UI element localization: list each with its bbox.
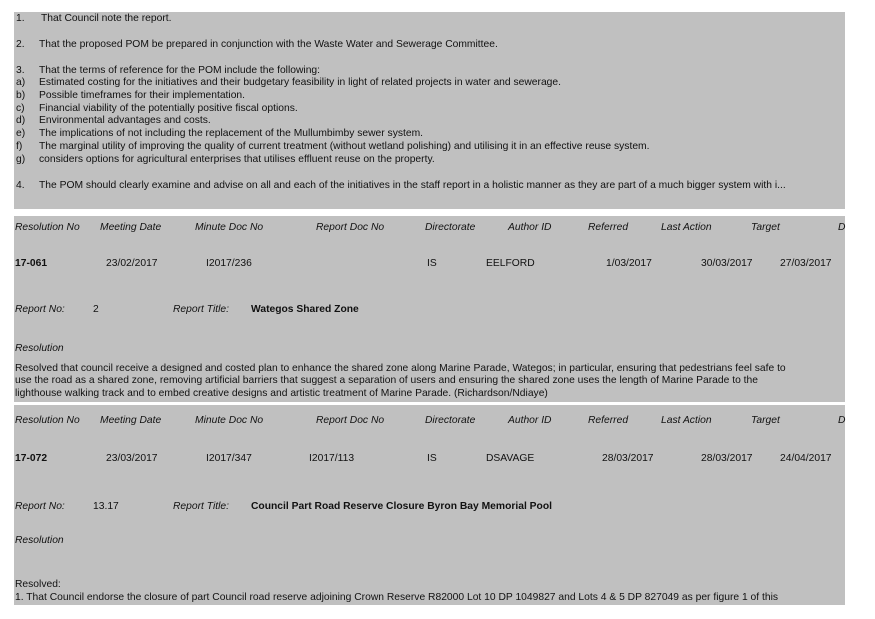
motion-text: The implications of not including the replacement of the Mullumbimby sewer system. [39,128,424,139]
col-d: D [838,222,846,233]
col-minute-doc-no: Minute Doc No [195,222,264,233]
report-no-label: Report No: [15,304,65,315]
target: 24/04/2017 [780,453,832,464]
resolution-line: Resolved that council receive a designed and costed plan to enhance the shared zone along Marine Parade, Wategos; in particular, ensuring that pedestrians feel safe to [15,363,786,374]
motion-text: Financial viability of the potentially positive fiscal options. [39,103,298,114]
col-report-doc-no: Report Doc No [316,415,385,426]
motion-num: 2. [16,39,25,50]
resolution-label: Resolution [15,343,64,354]
resolution-line: Resolved: [15,579,61,590]
resolution-line: 1. That Council endorse the closure of part Council road reserve adjoining Crown Reserve R82000 Lot 10 DP 1049827 and Lots 4 & 5 DP 827049 as per figure 1 of this [15,592,779,603]
report-title-label: Report Title: [173,304,229,315]
motion-num: a) [16,77,26,88]
resolution-line: lighthouse walking track and to embed creative designs and artistic treatment of Marine Parade. (Richardson/Ndiaye) [15,388,548,399]
target: 27/03/2017 [780,258,832,269]
resolution-no: 17-072 [15,453,48,464]
col-meeting-date: Meeting Date [100,415,162,426]
motion-text: considers options for agricultural enterprises that utilises effluent reuse on the property. [39,154,435,165]
meeting-date: 23/03/2017 [106,453,158,464]
resolution-label: Resolution [15,535,64,546]
col-referred: Referred [588,415,629,426]
motion-num: 1. [16,13,25,24]
motion-text: That the terms of reference for the POM include the following: [39,65,321,76]
col-resolution-no: Resolution No [15,222,80,233]
motion-text: The marginal utility of improving the quality of current treatment (without wetland polishing) and utilising it in an effective reuse system. [39,141,650,152]
author-id: DSAVAGE [486,453,535,464]
col-resolution-no: Resolution No [15,415,80,426]
col-meeting-date: Meeting Date [100,222,162,233]
motion-num: c) [16,103,25,114]
resolution-no: 17-061 [15,258,48,269]
motion-text: Possible timeframes for their implementation. [39,90,246,101]
motion-text: The POM should clearly examine and advise on all and each of the initiatives in the staff report in a holistic manner as they are part of a much bigger system with i... [39,180,786,191]
meeting-date: 23/02/2017 [106,258,158,269]
report-title: Wategos Shared Zone [251,304,359,315]
report-title: Council Part Road Reserve Closure Byron Bay Memorial Pool [251,501,552,512]
motion-text: Estimated costing for the initiatives and their budgetary feasibility in light of related projects in water and sewerage. [39,77,561,88]
report-title-label: Report Title: [173,501,229,512]
col-author-id: Author ID [508,415,552,426]
report-no: 2 [93,304,99,315]
motion-num: e) [16,128,26,139]
col-directorate: Directorate [425,222,476,233]
col-d: D [838,415,846,426]
col-last-action: Last Action [661,415,712,426]
motion-text: That the proposed POM be prepared in conjunction with the Waste Water and Sewerage Committee. [39,39,498,50]
report-no: 13.17 [93,501,119,512]
col-report-doc-no: Report Doc No [316,222,385,233]
motion-num: g) [16,154,26,165]
last-action: 30/03/2017 [701,258,753,269]
last-action: 28/03/2017 [701,453,753,464]
report-doc-no: I2017/113 [309,453,355,464]
col-target: Target [751,415,780,426]
motion-num: 4. [16,180,25,191]
directorate: IS [427,453,437,464]
motion-num: f) [16,141,23,152]
referred: 1/03/2017 [606,258,652,269]
motion-num: d) [16,115,26,126]
minute-doc-no: I2017/347 [206,453,252,464]
col-minute-doc-no: Minute Doc No [195,415,264,426]
minute-doc-no: I2017/236 [206,258,252,269]
resolution-line: use the road as a shared zone, removing artificial barriers that suggest a separation of users and ensuring the shared zone uses the length of Marine Parade to the [15,375,758,386]
col-last-action: Last Action [661,222,712,233]
report-no-label: Report No: [15,501,65,512]
col-referred: Referred [588,222,629,233]
referred: 28/03/2017 [602,453,654,464]
col-target: Target [751,222,780,233]
col-directorate: Directorate [425,415,476,426]
motion-num: 3. [16,65,25,76]
directorate: IS [427,258,437,269]
author-id: EELFORD [486,258,535,269]
motion-text: That Council note the report. [41,13,172,24]
col-author-id: Author ID [508,222,552,233]
motion-num: b) [16,90,26,101]
motion-text: Environmental advantages and costs. [39,115,211,126]
